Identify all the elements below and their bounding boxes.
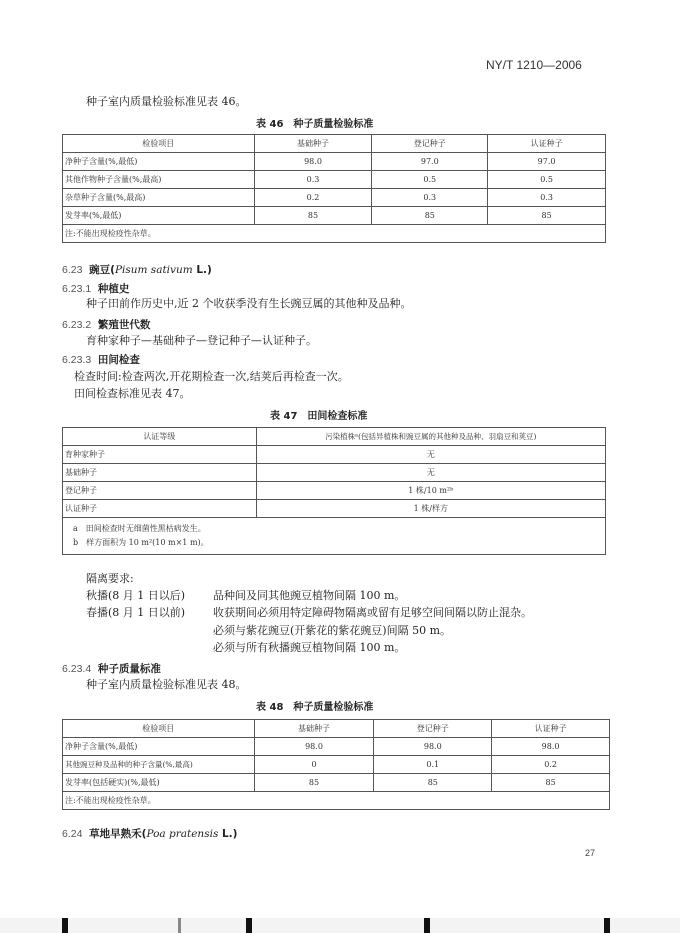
table46-caption: 表 46 种子质量检验标准 <box>256 119 374 130</box>
column-header: 基础种子 <box>254 720 374 738</box>
section-6-23-2-text: 育种家种子—基础种子—登记种子—认证种子。 <box>86 334 317 347</box>
table-note-row <box>63 225 606 243</box>
table-row <box>63 207 606 225</box>
section-title: 草地早熟禾( <box>89 828 147 840</box>
table-row <box>63 482 606 500</box>
isolation-text-autumn: 品种间及同其他豌豆植物间隔 100 m。 <box>213 589 406 602</box>
author-abbrev: L.) <box>218 828 238 840</box>
page-number: 27 <box>585 848 596 858</box>
section-6-23-1-text: 种子田前作历史中,近 2 个收获季没有生长豌豆属的其他种及品种。 <box>86 297 412 310</box>
footnote-a: a 田间检查时无细菌性黑枯病发生。 <box>73 524 206 533</box>
section-6-24-heading <box>62 826 237 841</box>
intro-text-table46: 种子室内质量检验标准见表 46。 <box>86 95 247 108</box>
table-cell: 85 <box>492 774 610 792</box>
table-footnote-row <box>63 518 606 555</box>
table-cell: 其他豌豆种及品种的种子含量(%,最高) <box>63 756 255 774</box>
latin-name: Pisum sativum <box>114 264 193 276</box>
table-cell: 0.2 <box>492 756 610 774</box>
column-header: 认证种子 <box>492 720 610 738</box>
table-cell: 85 <box>254 207 372 225</box>
table-cell: 发芽率(%,最低) <box>63 207 255 225</box>
scan-mark <box>604 918 610 933</box>
table-cell: 0 <box>254 756 374 774</box>
table48 <box>62 719 610 810</box>
table48-caption: 表 48 种子质量检验标准 <box>256 702 374 713</box>
table47-footnotes <box>63 518 606 555</box>
table-cell: 85 <box>372 207 488 225</box>
isolation-label-spring: 春播(8 月 1 日以前) <box>86 606 186 619</box>
table-header-row <box>63 720 610 738</box>
table-cell: 98.0 <box>254 738 374 756</box>
table-cell: 98.0 <box>254 153 372 171</box>
table-cell: 0.3 <box>372 189 488 207</box>
section-6-23-3-text-2: 田间检查标准见表 47。 <box>74 387 191 400</box>
table-row <box>63 446 606 464</box>
table-header-row <box>63 135 606 153</box>
table-cell: 98.0 <box>374 738 492 756</box>
table-cell: 0.3 <box>254 171 372 189</box>
column-header: 认证种子 <box>488 135 606 153</box>
table-cell: 育种家种子 <box>63 446 257 464</box>
section-6-23-4-heading <box>62 661 161 676</box>
latin-name: Poa pratensis <box>146 828 219 840</box>
table-row <box>63 738 610 756</box>
column-header: 登记种子 <box>372 135 488 153</box>
section-title: 田间检查 <box>97 354 140 366</box>
table-cell: 认证种子 <box>63 500 257 518</box>
table47-caption: 表 47 田间检查标准 <box>270 411 368 422</box>
section-title: 豌豆( <box>89 264 115 276</box>
column-header: 污染植株ᵃ(包括异植株和豌豆属的其他种及品种、羽扇豆和荚豆) <box>256 428 605 446</box>
section-number: 6.23 <box>62 264 83 276</box>
section-6-23-3-heading <box>62 352 140 367</box>
section-number: 6.24 <box>62 828 83 840</box>
author-abbrev: L.) <box>192 264 212 276</box>
standard-code: NY/T 1210—2006 <box>486 58 582 72</box>
table47 <box>62 427 606 555</box>
section-title: 种子质量标准 <box>97 663 161 675</box>
table-row <box>63 153 606 171</box>
table-cell: 85 <box>374 774 492 792</box>
section-6-23-4-text: 种子室内质量检验标准见表 48。 <box>86 678 247 691</box>
section-6-23-heading <box>62 262 212 277</box>
table-cell: 0.3 <box>488 189 606 207</box>
isolation-label-autumn: 秋播(8 月 1 日以后) <box>86 589 186 602</box>
column-header: 检验项目 <box>63 720 255 738</box>
section-number: 6.23.2 <box>62 319 92 331</box>
table-row <box>63 189 606 207</box>
table-cell: 0.5 <box>372 171 488 189</box>
table-cell: 基础种子 <box>63 464 257 482</box>
section-number: 6.23.3 <box>62 354 92 366</box>
table-cell: 发芽率(包括硬实)(%,最低) <box>63 774 255 792</box>
table-cell: 净种子含量(%,最低) <box>63 153 255 171</box>
scan-mark <box>178 918 181 933</box>
isolation-text-autumn-pea: 必须与所有秋播豌豆植物间隔 100 m。 <box>213 641 406 654</box>
column-header: 登记种子 <box>374 720 492 738</box>
table-cell: 净种子含量(%,最低) <box>63 738 255 756</box>
section-number: 6.23.1 <box>62 283 92 295</box>
table-cell: 85 <box>254 774 374 792</box>
table-cell: 杂草种子含量(%,最高) <box>63 189 255 207</box>
column-header: 检验项目 <box>63 135 255 153</box>
section-6-23-3-text-1: 检查时间:检查两次,开花期检查一次,结荚后再检查一次。 <box>74 370 349 383</box>
table-cell: 无 <box>256 464 605 482</box>
table-cell: 97.0 <box>488 153 606 171</box>
table-cell: 其他作物种子含量(%,最高) <box>63 171 255 189</box>
table-row <box>63 500 606 518</box>
column-header: 认证等级 <box>63 428 257 446</box>
table-row <box>63 756 610 774</box>
table-cell: 98.0 <box>492 738 610 756</box>
section-number: 6.23.4 <box>62 663 92 675</box>
table46-note: 注:不能出现检疫性杂草。 <box>63 225 606 243</box>
table-cell: 85 <box>488 207 606 225</box>
table-row <box>63 774 610 792</box>
footnote-b: b 样方面积为 10 m²(10 m×1 m)。 <box>73 538 209 547</box>
section-6-23-2-heading <box>62 317 150 332</box>
table-header-row <box>63 428 606 446</box>
section-title: 繁殖世代数 <box>97 319 151 331</box>
table46 <box>62 134 606 243</box>
scan-mark <box>62 918 68 933</box>
scan-mark <box>424 918 430 933</box>
table48-note: 注:不能出现检疫性杂草。 <box>63 792 610 810</box>
isolation-text-purple-pea: 必须与紫花豌豆(开紫花的紫花豌豆)间隔 50 m。 <box>213 624 452 637</box>
table-cell: 0.5 <box>488 171 606 189</box>
table-cell: 0.2 <box>254 189 372 207</box>
table-cell: 1 株/样方 <box>256 500 605 518</box>
table-cell: 0.1 <box>374 756 492 774</box>
table-note-row <box>63 792 610 810</box>
scan-edge-strip <box>0 918 680 933</box>
table-cell: 登记种子 <box>63 482 257 500</box>
table-cell: 无 <box>256 446 605 464</box>
column-header: 基础种子 <box>254 135 372 153</box>
section-title: 种植史 <box>97 283 130 295</box>
scan-mark <box>246 918 252 933</box>
section-6-23-1-heading <box>62 281 129 296</box>
table-row <box>63 171 606 189</box>
table-row <box>63 464 606 482</box>
isolation-title: 隔离要求: <box>86 572 134 585</box>
table-cell: 97.0 <box>372 153 488 171</box>
isolation-text-spring: 收获期间必须用特定障碍物隔离或留有足够空间间隔以防止混杂。 <box>213 606 532 619</box>
table-cell: 1 株/10 m²ᵇ <box>256 482 605 500</box>
